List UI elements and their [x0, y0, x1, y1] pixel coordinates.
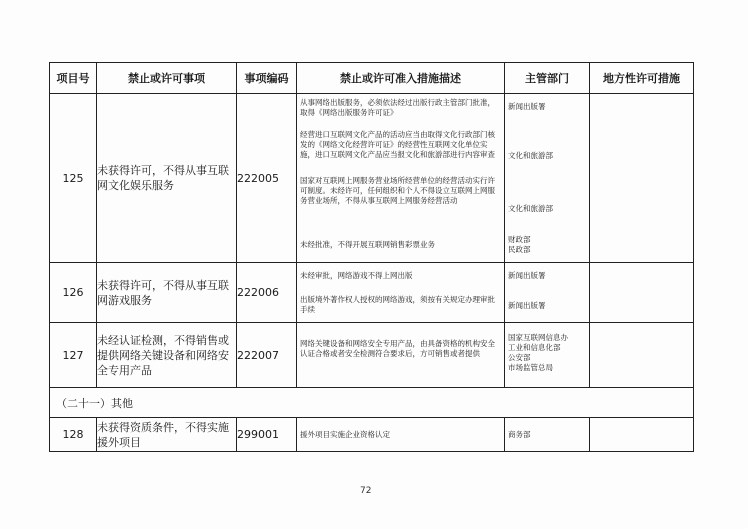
- dept-text: 新闻出版署: [508, 102, 546, 111]
- local-measures-cell: [590, 323, 694, 388]
- item-name: 未获得资质条件，不得实施援外项目: [97, 418, 237, 452]
- table-row: [50, 418, 694, 452]
- dept-text: 文化和旅游部: [508, 151, 553, 160]
- dept-cell: [505, 323, 590, 388]
- measure-text: 援外项目实施企业资格认定: [297, 418, 505, 452]
- regulation-table: [49, 62, 694, 452]
- item-number: 125: [50, 94, 97, 263]
- item-code: 299001: [237, 418, 297, 452]
- dept-cell: [505, 263, 590, 323]
- item-code: 222007: [237, 323, 297, 388]
- header-local: 地方性许可措施: [590, 63, 694, 94]
- header-dept: 主管部门: [505, 63, 590, 94]
- measure-text: 经营进口互联网文化产品的活动应当由取得文化行政部门核发的《网络文化经营许可证》的经营性互联网文化单位实施，进口互联网文化产品应当报文化和旅游部进行内容审查: [300, 130, 495, 159]
- dept-text: 商务部: [505, 418, 590, 452]
- measure-text: 未经批准，不得开展互联网销售彩票业务: [300, 240, 435, 249]
- dept-text: 工业和信息化部: [508, 343, 561, 352]
- item-number: 126: [50, 263, 97, 323]
- measures-cell: [297, 94, 505, 263]
- item-number: 128: [50, 418, 97, 452]
- local-measures-cell: [590, 263, 694, 323]
- header-item-no: 项目号: [50, 63, 97, 94]
- section-row: [50, 388, 694, 418]
- measure-text: 从事网络出版服务，必须依法经过出版行政主管部门批准，取得《网络出版服务许可证》: [300, 98, 495, 117]
- dept-text: 国家互联网信息办: [508, 333, 568, 342]
- table-row: [50, 263, 694, 323]
- item-number: 127: [50, 323, 97, 388]
- dept-text: 文化和旅游部: [508, 204, 553, 213]
- dept-text: 财政部: [508, 235, 531, 244]
- section-heading: （二十一）其他: [50, 388, 694, 418]
- header-row: [50, 63, 694, 94]
- item-code: 222005: [237, 94, 297, 263]
- header-code: 事项编码: [237, 63, 297, 94]
- header-measures: 禁止或许可准入措施描述: [297, 63, 505, 94]
- dept-text: 公安部: [508, 353, 531, 362]
- local-measures-cell: [590, 418, 694, 452]
- measures-cell: [297, 323, 505, 388]
- dept-text: 市场监管总局: [508, 363, 553, 372]
- item-code: 222006: [237, 263, 297, 323]
- dept-text: 民政部: [508, 245, 531, 254]
- item-name: 未获得许可，不得从事互联网文化娱乐服务: [97, 94, 237, 263]
- measure-text: 未经审批，网络游戏不得上网出版: [300, 271, 413, 280]
- dept-cell: [505, 94, 590, 263]
- table-row: [50, 323, 694, 388]
- measures-cell: [297, 263, 505, 323]
- table-row: [50, 94, 694, 263]
- header-item: 禁止或许可事项: [97, 63, 237, 94]
- page-number: 72: [360, 486, 372, 496]
- measure-text: 国家对互联网上网服务营业场所经营单位的经营活动实行许可制度。未经许可，任何组织和个人不得设立互联网上网服务营业场所，不得从事互联网上网服务经营活动: [300, 176, 495, 205]
- measure-text: 出版境外著作权人授权的网络游戏，须按有关规定办理审批手续: [300, 295, 495, 314]
- item-name: 未经认证检测，不得销售或提供网络关键设备和网络安全专用产品: [97, 323, 237, 388]
- measure-text: 网络关键设备和网络安全专用产品，由具备资格的机构安全认证合格或者安全检测符合要求后，方可销售或者提供: [300, 339, 495, 358]
- dept-text: 新闻出版署: [508, 271, 546, 280]
- item-name: 未获得许可，不得从事互联网游戏服务: [97, 263, 237, 323]
- dept-text: 新闻出版署: [508, 301, 546, 310]
- local-measures-cell: [590, 94, 694, 263]
